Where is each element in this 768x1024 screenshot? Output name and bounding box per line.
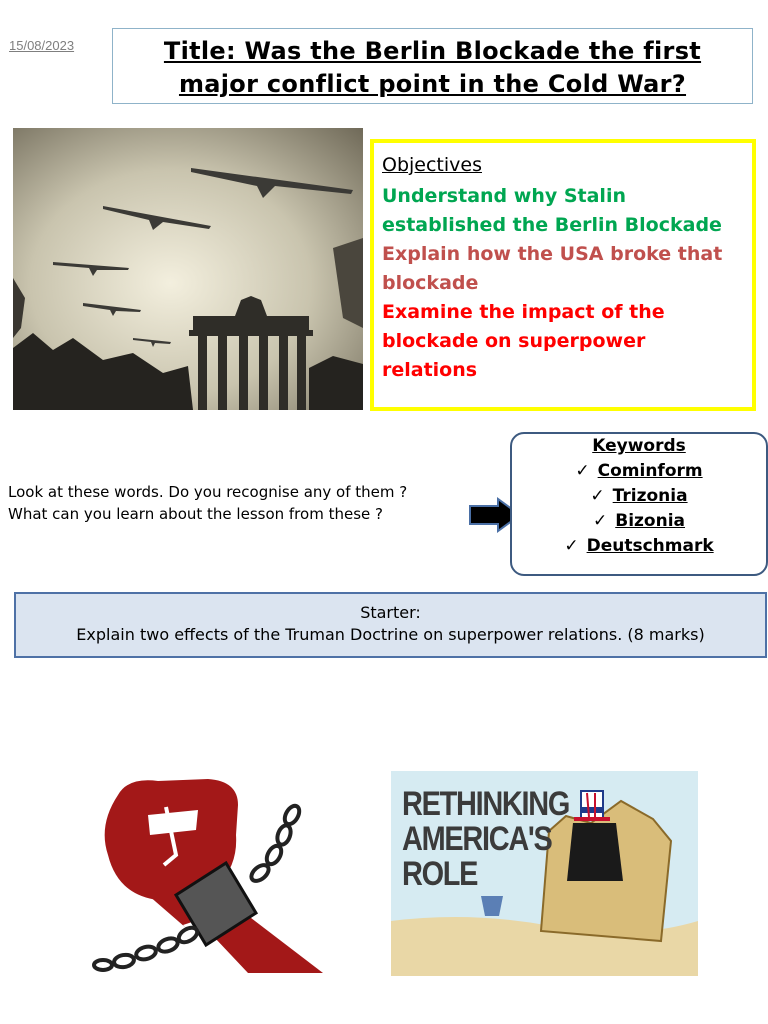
title-box xyxy=(112,28,753,104)
prompt-line-1: Look at these words. Do you recognise any of them ? xyxy=(8,483,408,501)
check-icon: ✓ xyxy=(590,486,605,506)
objective-item: Understand why Stalin established the Berlin Blockade xyxy=(382,185,722,236)
keyword-item: ✓ Bizonia xyxy=(592,511,685,531)
keywords-heading: Keywords xyxy=(592,436,686,456)
title-line-2: major conflict point in the Cold War? xyxy=(178,70,687,98)
prompt-text xyxy=(8,481,407,525)
slide-title xyxy=(113,35,752,101)
objective-item: Examine the impact of the blockade on superpower relations xyxy=(382,301,665,381)
keyword-item: ✓ Deutschmark xyxy=(564,536,714,556)
starter-question: Explain two effects of the Truman Doctrine on superpower relations. (8 marks) xyxy=(76,625,705,644)
keyword-item: ✓ Trizonia xyxy=(590,486,688,506)
berlin-airlift-photo xyxy=(13,128,363,410)
title-line-1: Title: Was the Berlin Blockade the first xyxy=(163,37,702,65)
keywords-box xyxy=(510,432,768,576)
rethinking-text: RETHINKING AMERICA'S ROLE xyxy=(402,785,570,893)
date-label: 15/08/2023 xyxy=(9,38,75,53)
rethinking-americas-role-image xyxy=(391,771,698,976)
objectives-box xyxy=(370,139,756,411)
objective-item: Explain how the USA broke that blockade xyxy=(382,243,723,294)
check-icon: ✓ xyxy=(575,461,590,481)
objectives-heading: Objectives xyxy=(382,154,482,176)
check-icon: ✓ xyxy=(592,511,608,531)
check-icon: ✓ xyxy=(564,536,579,556)
starter-box xyxy=(14,592,767,658)
starter-label: Starter: xyxy=(360,603,421,622)
keyword-item: ✓ Cominform xyxy=(575,461,703,481)
raised-fist-broken-chain-image xyxy=(88,775,328,975)
prompt-line-2: What can you learn about the lesson from these ? xyxy=(8,505,383,523)
